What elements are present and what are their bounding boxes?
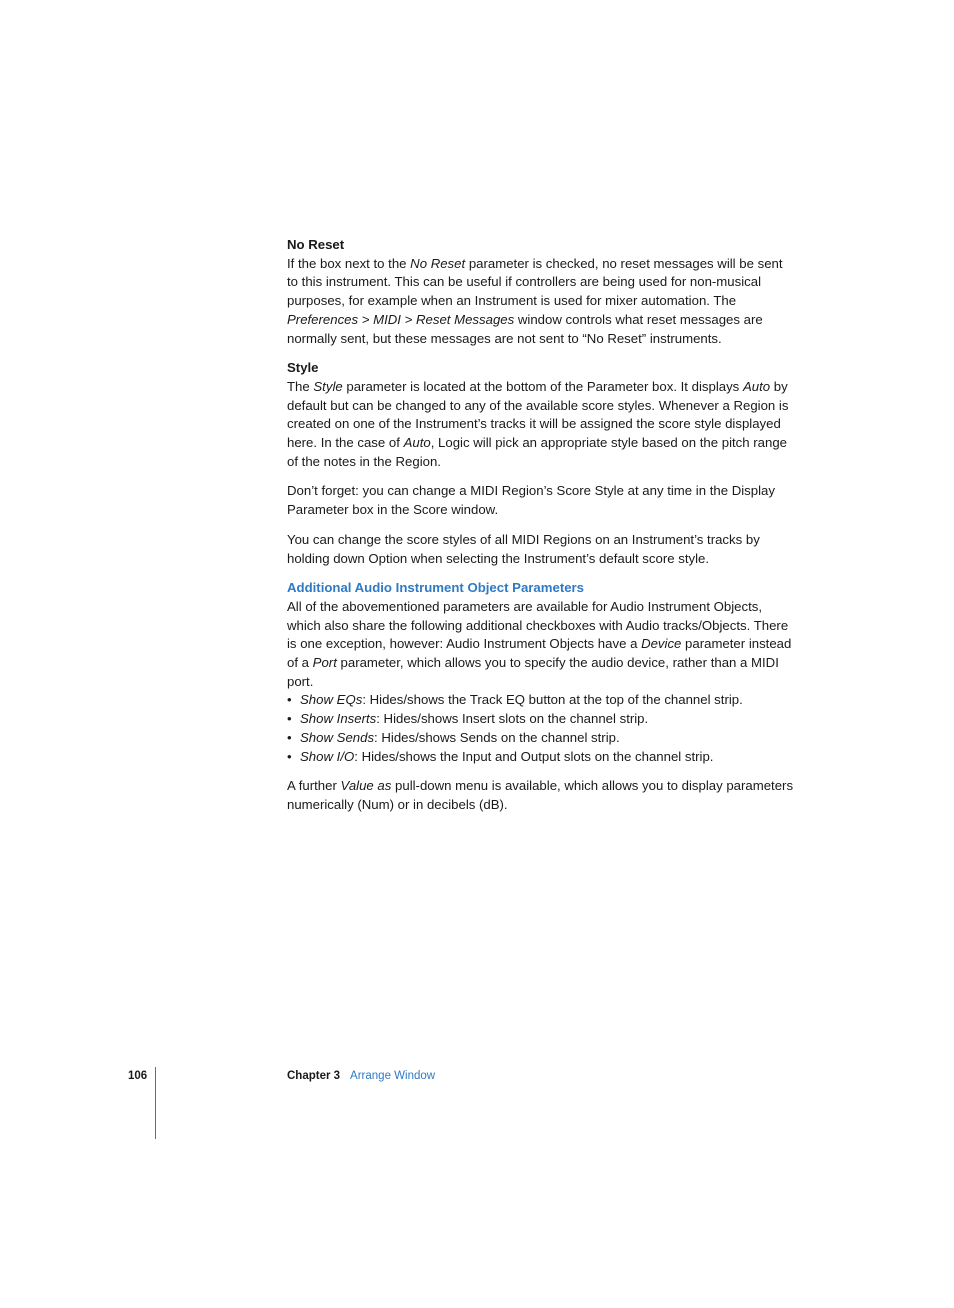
italic-term: Show Sends (300, 729, 375, 745)
chapter-title-link[interactable]: Arrange Window (350, 1070, 436, 1082)
italic-term: Device (641, 636, 682, 652)
text-run: parameter instead of a (287, 636, 792, 671)
bullet-icon: • (287, 729, 292, 745)
italic-term: Show EQs (300, 692, 363, 708)
style-paragraph-2: Don’t forget: you can change a MIDI Region’s Score Style at any time in the Display Parameter box in the Score window. (287, 483, 775, 518)
italic-term: Style (313, 378, 343, 394)
text-run: If the box next to the (287, 255, 411, 271)
text-run: window controls what reset messages are normally sent, but these messages are not sent to “No Reset” instruments. (287, 311, 763, 346)
parameter-bullet-list (287, 691, 797, 766)
text-run: parameter is checked, no reset messages will be sent to this instrument. This can be useful if controllers are being used for non-musical purposes, for example when an Instrument is used for mixer automation. The (287, 255, 783, 309)
text-run: A further (287, 778, 341, 794)
text-run: pull-down menu is available, which allows you to display parameters numerically (Num) or in decibels (dB). (287, 778, 794, 812)
bullet-icon: • (287, 748, 292, 764)
list-item (287, 691, 797, 710)
chapter-label: Chapter 3 (287, 1070, 341, 1082)
style-paragraph-3: You can change the score styles of all MIDI Regions on an Instrument’s tracks by holding down Option when selecting the Instrument’s default score style. (287, 531, 760, 566)
spacer (287, 348, 797, 359)
italic-term: Port (312, 655, 337, 671)
text-run: All of the abovementioned parameters are available for Audio Instrument Objects, which also share the following additional checkboxes with Audio tracks/Objects. There is one exception, however: Audio Instrument Objects have a (287, 598, 789, 652)
text-run: : Hides/shows Insert slots on the channel strip. (376, 711, 649, 727)
audio-params-paragraph-1 (287, 598, 797, 692)
list-item (287, 710, 797, 729)
spacer (287, 766, 797, 777)
italic-term: Preferences > MIDI > Reset Messages (287, 311, 515, 327)
bullet-icon: • (287, 692, 292, 708)
italic-term: Show Inserts (300, 711, 377, 727)
spacer (287, 520, 797, 531)
spacer (287, 471, 797, 482)
text-run: The (287, 378, 314, 394)
page-body (287, 236, 797, 815)
list-item (287, 729, 797, 748)
footer-divider (155, 1067, 156, 1139)
text-run: : Hides/shows Sends on the channel strip. (374, 729, 620, 745)
bullet-icon: • (287, 711, 292, 727)
italic-term: Show I/O (300, 748, 355, 764)
text-run: , Logic will pick an appropriate style based on the pitch range of the notes in the Region. (287, 435, 787, 469)
audio-params-paragraph-2 (287, 777, 797, 814)
spacer (287, 568, 797, 579)
italic-term: Auto (403, 435, 431, 451)
section-heading-no-reset: No Reset (287, 237, 345, 252)
text-run: by default but can be changed to any of the available score styles. Whenever a Region is created on one of the Instrument’s tracks it will be assigned the score style displayed here. In the case of (287, 378, 789, 451)
footer-chapter (287, 1070, 435, 1082)
list-item (287, 748, 797, 767)
style-paragraph-1 (287, 378, 797, 472)
section-heading-audio-params: Additional Audio Instrument Object Parameters (287, 580, 585, 596)
text-run: : Hides/shows the Track EQ button at the top of the channel strip. (362, 692, 743, 708)
no-reset-paragraph (287, 255, 797, 349)
text-run: : Hides/shows the Input and Output slots on the channel strip. (354, 748, 714, 764)
page-number: 106 (128, 1070, 148, 1082)
text-run: parameter is located at the bottom of the Parameter box. It displays (342, 378, 743, 394)
section-heading-style: Style (287, 360, 319, 376)
italic-term: Value as (340, 778, 392, 794)
italic-term: Auto (742, 378, 771, 394)
italic-term: No Reset (410, 255, 466, 271)
text-run: parameter, which allows you to specify the audio device, rather than a MIDI port. (287, 655, 779, 689)
